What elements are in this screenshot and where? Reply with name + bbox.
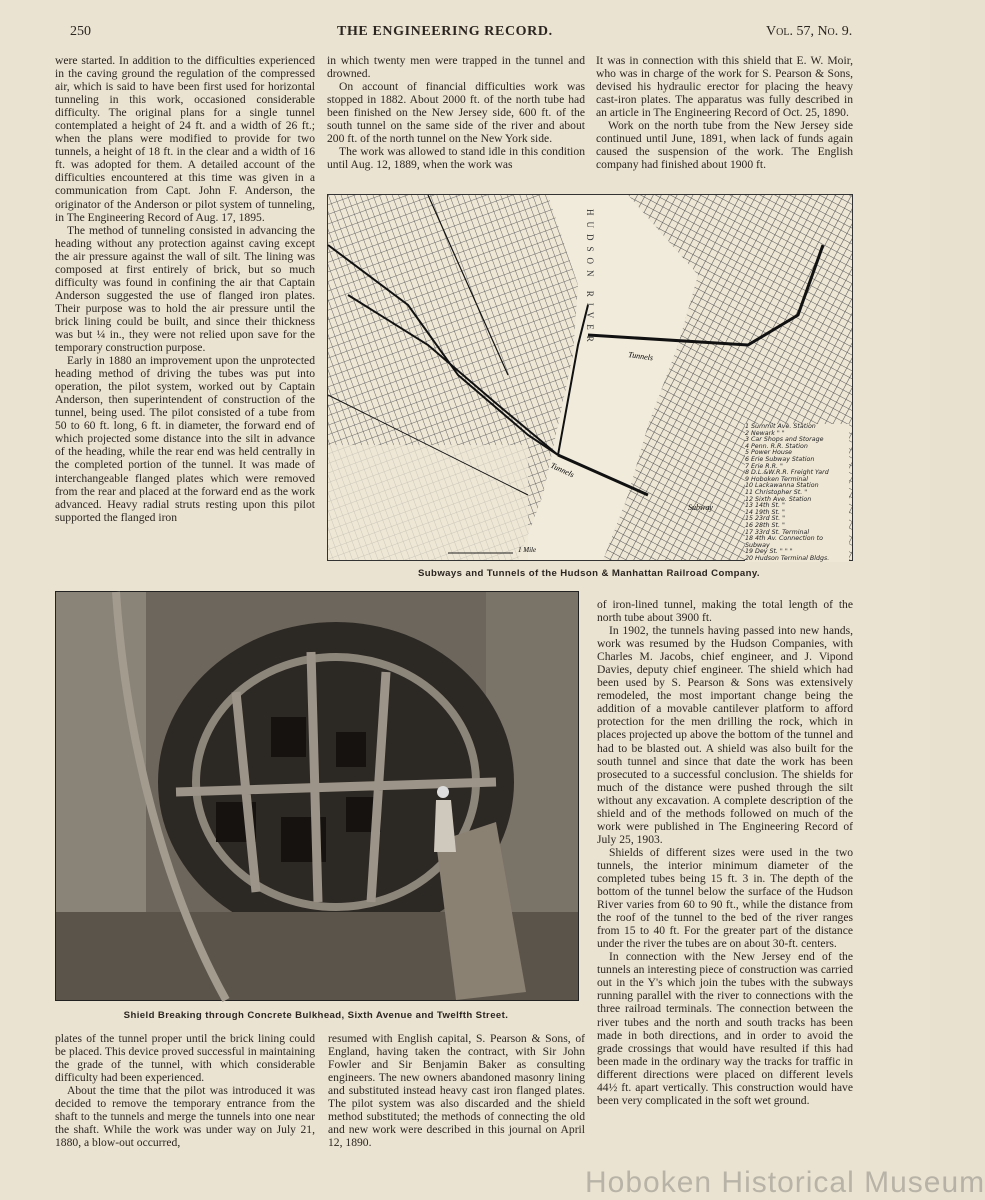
paragraph: Work on the north tube from the New Jersey side continued until June, 1891, when lack of funds again caused the suspension of the work. The English company had finished about 1900 ft. xyxy=(596,119,853,172)
legend-item: 1 Summit Ave. Station xyxy=(745,423,816,430)
legend-item: 12 Sixth Ave. Station xyxy=(745,495,812,503)
map-label-river: HUDSON RIVER xyxy=(585,209,595,348)
legend-item: 17 33rd St. Terminal xyxy=(745,528,810,536)
paragraph: The method of tunneling consisted in advancing the heading without any protection against caving except the air pressure against the wall of silt. The lining was composed at first entirely of brick, but so much difficulty was found in confining the air that Captain Anderson suggested the use of flanged iron plates. Their purpose was to hold the air pressure until the brick lining could be built, and since their thickness was but ¼ in., they were not relied upon save for the temporary construction purpose. xyxy=(55,223,315,355)
map-label-tunnels-lower: Tunnels xyxy=(549,460,576,480)
legend-item: 15 23rd St. " xyxy=(745,515,785,523)
legend-item: 16 28th St. " xyxy=(745,521,785,529)
paragraph: It was in connection with this shield that E. W. Moir, who was in charge of the work for S. Pearson & Sons, devised his hydraulic erector for placing the heavy cast-iron plates. The apparatus was fully described in an article in The Engineering Record of Oct. 25, 1890. xyxy=(596,54,853,120)
paragraph: The work was allowed to stand idle in this condition until Aug. 12, 1889, when the work was xyxy=(327,145,585,172)
legend-item: 5 Power House xyxy=(745,449,793,457)
paragraph: Shields of different sizes were used in the two tunnels, the interior minimum diameter of the completed tubes being 15 ft. 3 in. The depth of the bottom of the tunnel below the surface of the Hudson River varies from 60 to 90 ft., while the distance from the roof of the tunnel to the bed of the river ranges from 15 to 40 ft. For the greater part of the distance under the river the tubes are on about 30-ft. centers. xyxy=(597,845,853,951)
paragraph: In 1902, the tunnels having passed into new hands, work was resumed by the Hudson Companies, with Charles M. Jacobs, chief engineer, and J. Vipond Davies, deputy chief engineer. The shield which had been used by S. Pearson & Sons was extensively remodeled, the most important change being the addition of a movable cantilever platform to afford protection for the men drilling the rock, which in places projected up above the bottom of the tunnel and had to be blasted out. A shield was also built for the south tunnel and since that date the work has been prosecuted to a successful conclusion. The shields for much of the distance were pushed through the silt without any excavation. A complete description of the shield and of the methods followed on much of the work were published in The Engineering Record of July 25, 1903. xyxy=(597,624,853,846)
paragraph: On account of financial difficulties work was stopped in 1882. About 2000 ft. of the north tube had been finished on the New Jersey side, 600 ft. of the south tunnel on the same side of the river and about 200 ft. of the north tunnel on the New York side. xyxy=(327,80,585,146)
column-left-bottom xyxy=(55,1032,315,1149)
legend-item: 4 Penn. R.R. Station xyxy=(745,442,808,450)
paragraph: In connection with the New Jersey end of the tunnels an interesting piece of construction was carried out in the Y's which join the tubes with the subways running parallel with the river to connections with the three railroad terminals. The connection between the river tubes and the north and south tracks has been made in both directions, and in order to avoid the grade crossings that would have resulted if this had been made in the ordinary way the tracks for traffic in different directions were placed on different levels 44½ ft. apart vertically. This construction would have been very complicated in the soft wet ground. xyxy=(597,950,853,1107)
legend-item: 2 Newark " " xyxy=(745,429,785,437)
legend-item: 19 Dey St. " " " xyxy=(745,548,793,556)
photo-caption: Shield Breaking through Concrete Bulkhead, Sixth Avenue and Twelfth Street. xyxy=(123,1010,509,1021)
paragraph: About the time that the pilot was introduced it was decided to remove the temporary entrance from the shaft to the tunnels and merge the tunnels into one near the shaft. While the work was under way on July 21, 1880, a blow-out occurred, xyxy=(55,1084,315,1150)
column-right-bottom xyxy=(597,598,853,1107)
paragraph: of iron-lined tunnel, making the total length of the north tube about 3900 ft. xyxy=(597,598,853,625)
map-caption: Subways and Tunnels of the Hudson & Manhattan Railroad Company. xyxy=(418,568,760,579)
journal-title: THE ENGINEERING RECORD. xyxy=(337,24,553,39)
paragraph: resumed with English capital, S. Pearson & Sons, of England, having taken the contract, with Sir John Fowler and Sir Benjamin Baker as consulting engineers. The new owners abandoned masonry lining and substituted instead heavy cast iron flanged plates. The pilot system was also discarded and the shield method substituted; the methods of connecting the old and new work were described in this journal on April 12, 1890. xyxy=(328,1032,585,1150)
map-legend xyxy=(745,424,849,562)
legend-item: 6 Erie Subway Station xyxy=(745,455,815,463)
paragraph: in which twenty men were trapped in the tunnel and drowned. xyxy=(327,54,585,81)
legend-item: 7 Erie R.R. " xyxy=(745,462,783,470)
legend-item: 3 Car Shops and Storage xyxy=(745,436,824,444)
column-mid-bottom xyxy=(328,1032,585,1149)
column-left-top xyxy=(55,54,315,524)
column-right-top xyxy=(596,54,853,171)
legend-item: 14 19th St. " xyxy=(745,508,785,516)
map-scale-label: 1 Mile xyxy=(518,546,537,554)
meadow-area xyxy=(328,445,528,560)
volume-number: Vol. 57, No. 9. xyxy=(766,24,853,39)
shield-photograph xyxy=(55,591,579,1001)
legend-item: 8 D.L.&W.R.R. Freight Yard xyxy=(745,469,829,477)
legend-item: 9 Hoboken Terminal xyxy=(745,475,808,483)
legend-item: 13 14th St. " xyxy=(745,502,785,510)
legend-item: 11 Christopher St. " xyxy=(745,488,808,496)
legend-item: 10 Lackawanna Station xyxy=(745,482,819,490)
paragraph: were started. In addition to the difficulties experienced in the caving ground the regulation of the compressed air, which is said to have been first used for horizontal tunneling in this work, occasioned considerable difficulty. The original plans for a single tunnel contemplated a height of 24 ft. and a width of 26 ft.; when the plans were modified to provide for two tunnels, a height of 18 ft. in the clear and a width of 16 ft. was adopted for them. A detailed account of the difficulties encountered at this time was given in a communication from Capt. John F. Anderson, the originator of the Anderson or pilot system of tunneling, in The Engineering Record of Aug. 17, 1895. xyxy=(55,54,315,224)
map-label-tunnels-upper: Tunnels xyxy=(627,350,654,363)
paragraph: plates of the tunnel proper until the brick lining could be placed. This device proved successful in maintaining the grade of the tunnel, with which considerable difficulty had been experienced. xyxy=(55,1032,315,1085)
legend-item: 18 4th Av. Connection to Subway xyxy=(745,535,823,549)
paragraph: Early in 1880 an improvement upon the unprotected heading method of driving the tubes was put into operation, the pilot system, worked out by Captain Anderson, then superintendent of construction of the tunnel, being used. The pilot consisted of a tube from 50 to 60 ft. long, 6 ft. in diameter, the forward end of which projected some distance into the silt in advance of the heading, while the rear end was held centrally in the completed portion of the tunnel. It was made of interchangeable flanged plates which were removed from the rear and placed at the forward end as the work advanced. Heavy radial struts resting upon this pilot supported the flanged iron xyxy=(55,354,315,524)
legend-item: 20 Hudson Terminal Bldgs. xyxy=(745,554,830,562)
column-mid-top xyxy=(327,54,585,171)
watermark: Hoboken Historical Museum xyxy=(585,1166,985,1199)
map-label-subway: Subway xyxy=(688,503,713,512)
photo-drawing xyxy=(56,592,578,1000)
page-number: 250 xyxy=(70,24,91,39)
